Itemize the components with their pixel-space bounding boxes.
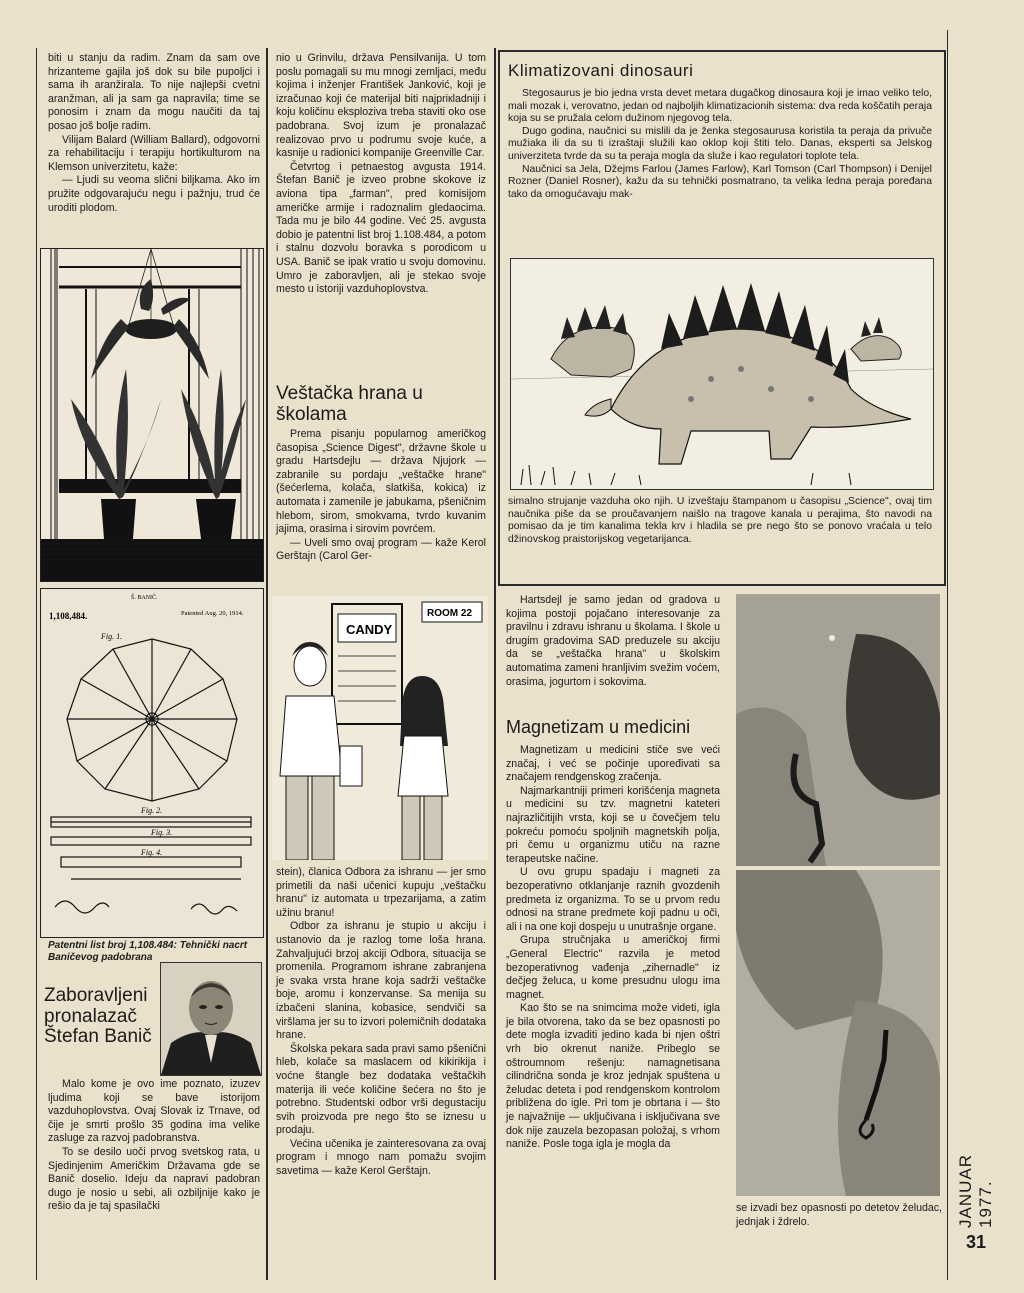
students-snack-illustration (272, 596, 488, 860)
xray-caption-text: se izvadi bez opasnosti po detetov želudac, jednjak i ždrelo. (736, 1202, 942, 1228)
magnetism-paragraph: Kao što se na snimcima može videti, igla je bila otvorena, tako da se bez opasnosti po dete mogla izvaditi jedino kada bi njen oštri vrh bio okrenut naniže. Pribeglo se oštroumnom rešenju: namagnetisana cilindrična sonda je kroz jednjak spuštena u želudac deteta i pod rendgenskom kontrolom približena do igle. Pri tom je obrtana i — što je najvažnije — uključivana i isključivana sve dok nije zauzela bezopasan položaj, s vrhom naniže. Posle toga igla je mogla da (506, 1002, 720, 1151)
banic-paragraph: Četvrtog i petnaestog avgusta 1914. Štefan Banič je izveo probne skokove iz aviona tipa „farman", pred komisijom američke armije i radoznalim gledaocima. Tada mu je bilo 44 godine. Već 25. avgusta dobio je patentni list broj 1.108.484, a potom i stalnu dozvolu boravka s porodicom u USA. Banič se ipak vratio u svoju domovinu. Umro je zaboravljen, ali je stekao svoje mesto u istoriji vazduhoplovstva. (276, 160, 486, 296)
patent-fig-label: Fig. 2. (141, 806, 163, 815)
banic-paragraph: To se desilo uoči prvog svetskog rata, u Sjedinjenim Američkim Državama gde se Banič doselio. Ideju da napravi padobran dugo je nosio u sebi, ali ozbiljnije kako je rešio da je taj spasilački (48, 1145, 260, 1213)
column-rule (266, 48, 268, 1280)
food-article (276, 428, 486, 564)
dinosaur-article-continued (508, 496, 932, 546)
dinosaur-paragraph: Stegosaurus je bio jedna vrsta devet metara dugačkog dinosaura koji je imao veliko telo, mali mozak i, verovatno, jedan od najboljih klimatizacionih sistema: dva reda koščatih peraja koja su se pružala celom dužinom njegovog tela. (508, 88, 932, 125)
room-sign: ROOM 22 (427, 608, 473, 619)
food-paragraph: Školska pekara sada pravi samo pšenični hleb, kolače sa maslacem od kikirikija i voćne štangle bez dodataka veštačkih materija ili veće količine šećera no što je potrebno. Studentski odbor vrši degustaciju svih proizvoda pre nego što se iznesu u prodaju. (276, 1042, 486, 1137)
dinosaur-article (508, 88, 932, 201)
intro-paragraph: Vilijam Balard (William Ballard), odgovorni za rehabilitaciju i terapiju hortikulturom na Klemson univerzitetu, kaže: (48, 133, 260, 173)
dinosaur-paragraph: simalno strujanje vazduha oko njih. U izveštaju štampanom u časopisu „Science", ovaj tim naučnika piše da se proučavanjem naišlo na tragove kanala u perajima, što navodi na pomisao da je tim kanalima tekla krv i hladila se pre nego što se ponovo vraćala u telo džinovskog praistorijskog vegetarijanca. (508, 496, 932, 545)
patent-fig-label: Fig. 4. (141, 848, 163, 857)
dinosaur-paragraph: Dugo godina, naučnici su mislili da je ženka stegosaurusa koristila ta peraja da privuče mužiaka ili da su ti izraštaji služili kao oklop koji štiti telo. Danas, eksperti sa Jelskog univerziteta tvrde da su ta peraja mogla da služe i kao regulatori toplote tela. (508, 125, 932, 162)
parachute-patent-drawing (40, 588, 264, 938)
magnetism-paragraph: Najmarkantniji primeri korišćenja magneta u medicini su tzv. magnetni kateteri najrazličitijih vrsta, koji se u čovečjem telu pokreću pomoću spoljnih magnetskih polja, pri čemu u organizmu utiču na razne terapeutske načine. (506, 784, 720, 865)
intro-paragraph: biti u stanju da radim. Znam da sam ove hrizanteme gajila još dok su bile pupoljci i sama ih aranžirala. To nije najlepši cvetni aranžman, ali ja sam ga napravila; time se ponosim i znam da mogu naučiti da taj posao još bolje radim. (48, 52, 260, 132)
food-paragraph: Većina učenika je zainteresovana za ovaj program i mnogo nam pomažu svojim savetima — kaže Kerol Gerštajn. (276, 1137, 486, 1178)
hartsdale-paragraph-block (506, 594, 720, 689)
food-paragraph: Prema pisanju popularnog američkog časopisa „Science Digest", državne škole u gradu Hartsdejlu — država Njujork — zabranile su pordaju „veštačke hrane" (šećerlema, kolača, slatkiša, kokica) iz automata i zamenile je jabukama, pšeničnim hlebom, sirom, smokvama, tvrdo kuvanim jajima, orasima i sirovim povrćem. (276, 428, 486, 536)
banic-headline: Zaboravljeni pronalazač Štefan Banič (44, 985, 152, 1048)
column-2-banic-continued (276, 52, 486, 297)
magnetism-paragraph: Magnetizam u medicini stiče sve veći značaj, i već se počinje upoređivati sa značajem rendgenskog zračenja. (506, 744, 720, 784)
xray-photo-bottom (736, 870, 940, 1196)
dinosaur-paragraph: Naučnici sa Jela, Džejms Farlou (James Farlow), Karl Tomson (Carl Thompson) i Denijel Rozner (Daniel Rosner), kažu da su tehnički posmatrano, ta velika ledna peraja poređana tako da omogućavaju mak- (508, 163, 932, 200)
plants-window-illustration (40, 248, 264, 582)
column-rule (494, 588, 496, 1280)
patent-caption: Patentni list broj 1,108.484: Tehnički nacrt Baničevog padobrana (48, 940, 248, 963)
patent-inventor: Š. BANIČ. (131, 595, 158, 601)
intro-paragraph: — Ljudi su veoma slični biljkama. Ako im pružite odgovarajuću negu i pažnju, trud će uroditi plodom. (48, 174, 260, 214)
candy-sign: CANDY (346, 622, 393, 637)
food-paragraph: stein), članica Odbora za ishranu — jer smo primetili da naši učenici kupuju „veštačku hranu" iz automata u trpezarijama, a zatim užinu branu! (276, 866, 486, 919)
patent-date: Patented Aug. 20, 1914. (181, 610, 244, 617)
column-1-intro (48, 52, 260, 215)
magnetism-article (506, 744, 720, 1152)
patent-fig-label: Fig. 3. (151, 828, 173, 837)
banic-paragraph: Malo kome je ovo ime poznato, izuzev ljudima koji se bave istorijom vazduhoplovstva. Ovaj Slovak iz Trnave, od čije je smrti prošlo 35 godina ima velike zasluge za razvoj padobranstva. (48, 1078, 260, 1145)
issue-date: JANUAR 1977. (956, 1153, 995, 1228)
page-number: 31 (966, 1232, 987, 1252)
column-rule (947, 30, 948, 1280)
banic-article (48, 1078, 260, 1214)
xray-caption (736, 1202, 942, 1229)
hartsdale-paragraph: Hartsdejl je samo jedan od gradova u kojima postoji pojačano interesovanje za pravilnu i zdravu ishranu u školama. I škole u drugim gradovima SAD preduzele su akciju da se „veštačka hrana" u školskim automatima zameni hranljivim svežim voćem, orasima, jogurtom i sokovima. (506, 594, 720, 688)
stegosaurus-illustration (510, 258, 934, 490)
patent-fig-label: Fig. 1. (101, 632, 123, 641)
magnetism-paragraph: U ovu grupu spadaju i magneti za bezoperativno otklanjanje raznih gvozdenih predmeta iz organizma. To se u prvom redu odnosi na strane predmete koji padnu u oči, ali i na one koji dospeju u unutrašnje organe. (506, 866, 720, 933)
food-article-continued (276, 866, 486, 1179)
banic-portrait (160, 962, 262, 1076)
patent-number: 1,108,484. (49, 611, 88, 621)
food-headline: Veštačka hrana u školama (276, 383, 423, 425)
banic-paragraph: nio u Grinvilu, država Pensilvanija. U tom poslu pomagali su mu mnogi zemljaci, među kojima i inženjer František Janković, koji je izračunao koji će materijal biti najpriкladniji i koju količinu eksploziva treba staviti oko ose padobrana. Svoj izum je pronalazač realizovao prvo u podrumu svoje kuće, a kasnije u radionici kompanije Greenville Car. (276, 52, 486, 160)
dinosaur-headline: Klimatizovani dinosauri (508, 61, 694, 80)
magnetism-headline: Magnetizam u medicini (506, 717, 691, 737)
column-rule (36, 48, 37, 1280)
xray-photo-top (736, 594, 940, 866)
column-rule (494, 48, 496, 588)
magnetism-paragraph: Grupa stručnjaka u američkoj firmi „General Electric" razvila je metod bezoperativnog vađenja „zihernadle" iz dečjeg želuca, u kome presudnu ulogu ima magnet. (506, 934, 720, 1001)
food-paragraph: — Uveli smo ovaj program — kaže Kerol Gerštajn (Carol Ger- (276, 536, 486, 563)
food-paragraph: Odbor za ishranu je stupio u akciju i ustanovio da je razlog tome loša hrana. Zahvaljujući brzoj akciji Odbora, situacija se promenila. Programom ishrane zabranjena je svaka vrsta hrane koja sadrži veštačke boje, aromu i konzervanse. Sa menija su izbačeni slanina, kobasice, sendviči sa viršlama jer su to izvori polemičnih dodataka hrane. (276, 920, 486, 1042)
